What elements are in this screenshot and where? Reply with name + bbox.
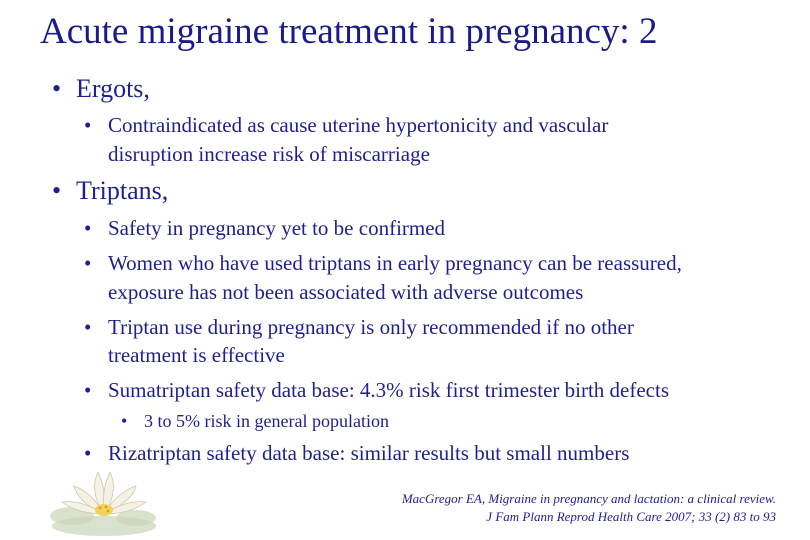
bullet-icon: • [84, 315, 92, 339]
bullet-icon: • [121, 411, 128, 431]
bullet-rizatriptan: Rizatriptan safety data base: similar results but small numbers [108, 441, 630, 465]
bullet-icon: • [84, 216, 92, 240]
bullet-general-population: 3 to 5% risk in general population [144, 411, 389, 431]
bullet-triptans-recommended-cont: treatment is effective [108, 343, 285, 367]
bullet-triptans-recommended: Triptan use during pregnancy is only recommended if no other [108, 315, 634, 339]
bullet-sumatriptan: Sumatriptan safety data base: 4.3% risk first trimester birth defects [108, 378, 670, 402]
bullet-triptans-safety: Safety in pregnancy yet to be confirmed [108, 216, 446, 240]
slide-title: Acute migraine treatment in pregnancy: 2 [40, 11, 658, 52]
bullet-ergots-contraindicated: Contraindicated as cause uterine hypertonicity and vascular [108, 113, 609, 137]
bullet-ergots: Ergots, [76, 74, 150, 103]
bullet-triptans-reassured: Women who have used triptans in early pregnancy can be reassured, [108, 251, 682, 275]
bullet-icon: • [52, 176, 62, 205]
water-lily-icon [50, 466, 158, 538]
bullet-icon: • [84, 113, 92, 137]
bullet-icon: • [52, 74, 62, 103]
bullet-ergots-contraindicated-cont: disruption increase risk of miscarriage [108, 142, 430, 166]
reference-citation [402, 490, 776, 526]
bullet-icon: • [84, 378, 92, 402]
bullet-triptans: Triptans, [76, 176, 169, 205]
bullet-icon: • [84, 441, 92, 465]
bullet-triptans-reassured-cont: exposure has not been associated with adverse outcomes [108, 280, 584, 304]
reference-line-1: MacGregor EA, Migraine in pregnancy and lactation: a clinical review. [401, 491, 776, 506]
reference-line-2: J Fam Plann Reprod Health Care 2007; 33 (2) 83 to 93 [486, 509, 776, 524]
bullet-icon: • [84, 251, 92, 275]
